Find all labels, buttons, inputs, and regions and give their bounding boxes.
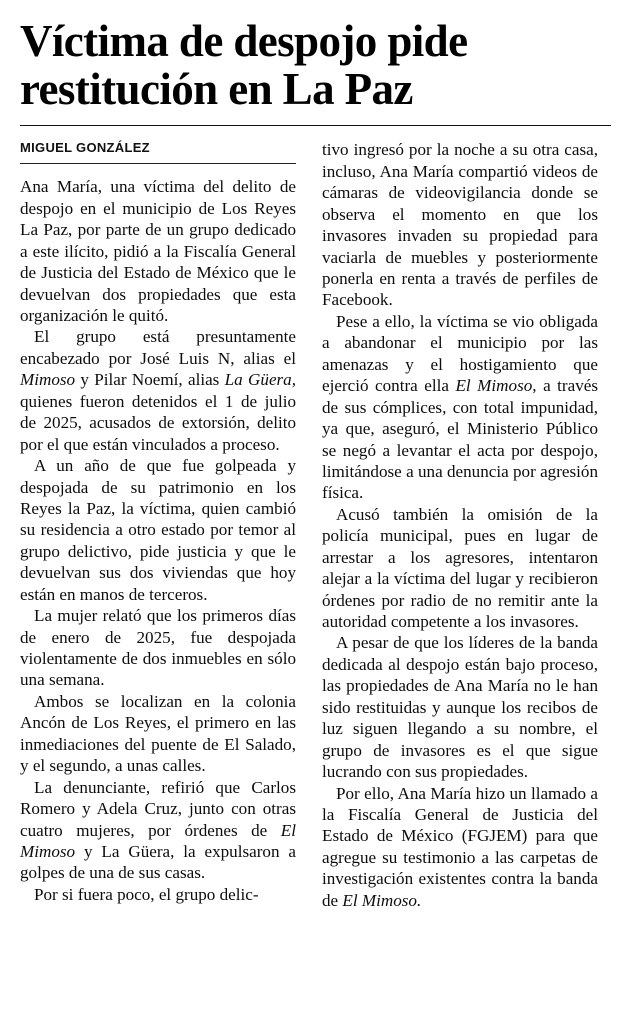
emphasis-el-mimoso: El Mimoso,	[455, 376, 537, 396]
byline-divider	[20, 163, 296, 164]
paragraph: A pesar de que los líderes de la banda dedicada al despojo están bajo proceso, las propiedades de Ana María no le han sido restituidas y aunque los recibos de luz siguen llegando a su nombre, el grupo de invasores es el que sigue lucrando con sus propiedades.	[322, 633, 598, 782]
column-right	[322, 126, 598, 911]
paragraph: tivo ingresó por la noche a su otra casa, incluso, Ana María compartió videos de cámaras de videovigilancia donde se observa el momento en que los invasores invaden su propiedad para vaciarla de muebles y posteriormente ponerla en renta a través de perfiles de Facebook.	[322, 140, 598, 310]
paragraph: Por si fuera poco, el grupo delic-	[34, 884, 259, 904]
emphasis-el-mimoso: El Mimoso	[20, 820, 296, 861]
page-title: Víctima de despojo pide restitución en La Paz	[20, 16, 468, 114]
emphasis-la-guera: La Güera,	[224, 370, 296, 390]
paragraph: La denunciante, refirió que Carlos Romero y Adela Cruz, junto con otras cuatro mujeres, por órdenes de El Mimoso y La Güera, la expulsaron a golpes de una de sus casas.	[20, 777, 296, 883]
column-right-spacer	[322, 126, 598, 139]
paragraph: Ambos se localizan en la colonia Ancón de Los Reyes, el primero en las inmediaciones del puente de El Salado, y el segundo, a unas calles.	[20, 691, 296, 776]
paragraph: Acusó también la omisión de la policía municipal, pues en lugar de arrestar a los agresores, intentaron alejar a la víctima del lugar y recibieron órdenes por radio de no remitir ante la autoridad competente a los invasores.	[322, 504, 598, 631]
paragraph: A un año de que fue golpeada y despojada de su patrimonio en los Reyes la Paz, la víctima, quien cambió su residencia a otro estado por temor al grupo delictivo, pide justicia y que le devuelvan sus dos viviendas que hoy están en manos de terceros.	[20, 456, 296, 604]
emphasis-mimoso: Mimoso	[20, 370, 76, 390]
column-left	[20, 126, 296, 911]
paragraph: Por ello, Ana María hizo un llamado a la Fiscalía General de Justicia del Estado de México (FGJEM) para que agregue su testimonio a las carpetas de investigación existentes contra la banda de El Mimoso.	[322, 783, 598, 910]
paragraph: La mujer relató que los primeros días de enero de 2025, fue despojada violentamente de dos inmuebles en sólo una semana.	[20, 606, 296, 690]
byline: MIGUEL GONZÁLEZ	[20, 140, 150, 156]
paragraph: Ana María, una víctima del delito de despojo en el municipio de Los Reyes La Paz, por parte de un grupo dedicado a este ilícito, pidió a la Fiscalía General de Justicia del Estado de México que le devuelvan dos propiedades que esta organización le quitó.	[20, 177, 296, 325]
paragraph: Pese a ello, la víctima se vio obligada a abandonar el municipio por las amenazas y el hostigamiento que ejerció contra ella El Mimoso, a través de sus cómplices, con total impunidad, ya que, aseguró, el Ministerio Público se negó a levantar el acta por despojo, limitándose a una denuncia por agresión física.	[322, 311, 599, 503]
emphasis-el-mimoso: El Mimoso.	[342, 890, 422, 910]
paragraph: El grupo está presuntamente encabezado por José Luis N, alias el Mimoso y Pilar Noemí, alias La Güera, quienes fueron detenidos el 1 de julio de 2025, acusados de extorsión, delito por el que están vinculados a proceso.	[20, 327, 296, 454]
article-columns	[20, 126, 611, 911]
